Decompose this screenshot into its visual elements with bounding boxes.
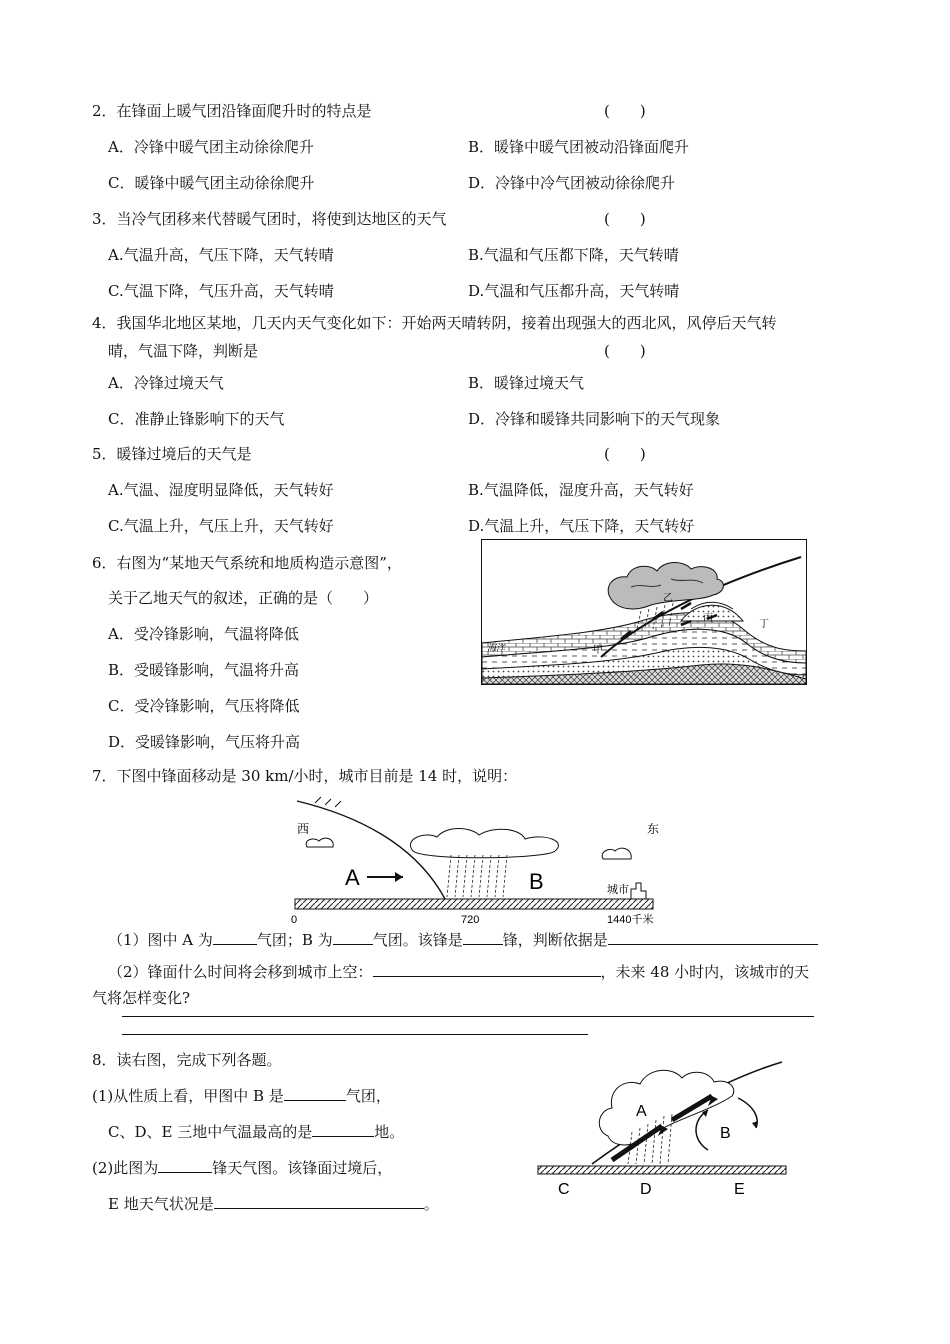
q6-stem-line2: 关于乙地天气的叙述，正确的是（ ） <box>108 589 379 607</box>
label-east: 东 <box>647 822 660 836</box>
blank-b-airmass[interactable] <box>333 930 373 945</box>
q2-option-c: C．暖锋中暖气团主动徐徐爬升 <box>108 174 315 192</box>
q6-weather-geology-figure <box>481 539 807 685</box>
q4-stem-line2: 晴，气温下降，判断是 <box>108 342 259 360</box>
label-e: E <box>734 1181 745 1198</box>
q8-front-figure <box>532 1050 792 1200</box>
tick-720: 720 <box>461 914 480 926</box>
q5-option-a: A.气温、湿度明显降低，天气转好 <box>108 481 334 499</box>
q5-stem: 5．暖锋过境后的天气是 <box>92 445 252 463</box>
q7-sub1: （1）图中 A 为 气团；B 为 气团。该锋是 锋，判断依据是 <box>108 930 818 950</box>
label-west: 西 <box>297 822 310 836</box>
tick-1440: 1440千米 <box>607 914 654 926</box>
ground <box>538 1166 786 1174</box>
label-ding: 丁 <box>759 619 769 630</box>
q4-answer-paren: ( ) <box>604 342 646 360</box>
q8-line2: C、D、E 三地中气温最高的是 地。 <box>108 1123 405 1141</box>
label-c: C <box>558 1181 570 1198</box>
q5-option-c: C.气温上升，气压上升，天气转好 <box>108 517 334 535</box>
q3-option-c: C.气温下降，气压升高，天气转晴 <box>108 282 334 300</box>
q8-line4: E 地天气状况是 。 <box>108 1195 439 1213</box>
q4-option-c: C．准静止锋影响下的天气 <box>108 410 285 428</box>
label-air-mass-a: A <box>345 865 360 890</box>
q4-stem-line1: 4．我国华北地区某地，几天内天气变化如下：开始两天晴转阴，接着出现强大的西北风，风停后天气转 <box>92 314 777 332</box>
cloud <box>599 1070 733 1145</box>
q6-option-b: B．受暖锋影响，气温将升高 <box>108 661 300 679</box>
q6-option-c: C．受冷锋影响，气压将降低 <box>108 697 300 715</box>
label-a: A <box>636 1103 647 1120</box>
q8-line1: (1)从性质上看，甲图中 B 是 气团， <box>92 1087 391 1105</box>
q8-line3: (2)此图为 锋天气图。该锋面过境后， <box>92 1159 393 1177</box>
city-buildings-icon <box>631 883 646 899</box>
q3-option-a: A.气温升高，气压下降，天气转晴 <box>108 246 334 264</box>
q4-option-a: A．冷锋过境天气 <box>108 374 224 392</box>
q3-option-d: D.气温和气压都升高，天气转晴 <box>468 282 680 300</box>
label-d: D <box>640 1181 652 1198</box>
q7-front-movement-figure <box>285 795 665 930</box>
q4-option-d: D．冷锋和暖锋共同影响下的天气现象 <box>468 410 721 428</box>
q6-option-a: A．受冷锋影响，气温将降低 <box>108 625 299 643</box>
label-yi: 乙 <box>663 593 673 604</box>
label-air-mass-b: B <box>529 869 544 894</box>
q6-stem-line1: 6．右图为“某地天气系统和地质构造示意图”， <box>92 554 402 572</box>
q3-answer-paren: ( ) <box>604 210 646 228</box>
q4-option-b: B．暖锋过境天气 <box>468 374 585 392</box>
ground <box>295 899 653 909</box>
label-city: 城市 <box>607 884 629 896</box>
q7-sub2-cont: 气将怎样变化? <box>92 989 191 1007</box>
blank-a-airmass[interactable] <box>213 930 257 945</box>
cloud-large <box>410 829 558 858</box>
q2-option-a: A．冷锋中暖气团主动徐徐爬升 <box>108 138 314 156</box>
blank-b-property[interactable] <box>284 1086 346 1101</box>
q8-stem: 8．读右图，完成下列各题。 <box>92 1051 282 1069</box>
label-b: B <box>720 1125 731 1142</box>
blank-reason[interactable] <box>608 930 818 945</box>
q2-option-b: B．暖锋中暖气团被动沿锋面爬升 <box>468 138 690 156</box>
q5-option-d: D.气温上升，气压下降，天气转好 <box>468 517 695 535</box>
q3-stem: 3．当冷气团移来代替暖气团时，将使到达地区的天气 <box>92 210 447 228</box>
q2-option-d: D．冷锋中冷气团被动徐徐爬升 <box>468 174 676 192</box>
blank-front-kind[interactable] <box>158 1158 212 1173</box>
answer-line-1[interactable] <box>122 1016 814 1017</box>
q5-option-b: B.气温降低，湿度升高，天气转好 <box>468 481 694 499</box>
label-sea: 海洋 <box>487 643 506 653</box>
tick-0: 0 <box>291 914 298 926</box>
label-jia: 甲 <box>593 645 603 656</box>
q5-answer-paren: ( ) <box>604 445 646 463</box>
q7-stem: 7．下图中锋面移动是 30 km/小时，城市目前是 14 时，说明： <box>92 767 518 785</box>
blank-arrival-time[interactable] <box>373 962 601 977</box>
q3-option-b: B.气温和气压都下降，天气转晴 <box>468 246 679 264</box>
label-bing: 丙 <box>703 613 713 624</box>
q2-answer-paren: ( ) <box>604 102 646 120</box>
answer-line-2[interactable] <box>122 1034 588 1035</box>
blank-e-weather[interactable] <box>214 1194 424 1209</box>
q6-option-d: D．受暖锋影响，气压将升高 <box>108 733 301 751</box>
q7-sub2: （2）锋面什么时间将会移到城市上空： ，未来 48 小时内，该城市的天 <box>108 963 810 981</box>
blank-front-type[interactable] <box>463 930 503 945</box>
blank-warmest-place[interactable] <box>312 1122 374 1137</box>
q2-stem: 2．在锋面上暖气团沿锋面爬升时的特点是 <box>92 102 372 120</box>
